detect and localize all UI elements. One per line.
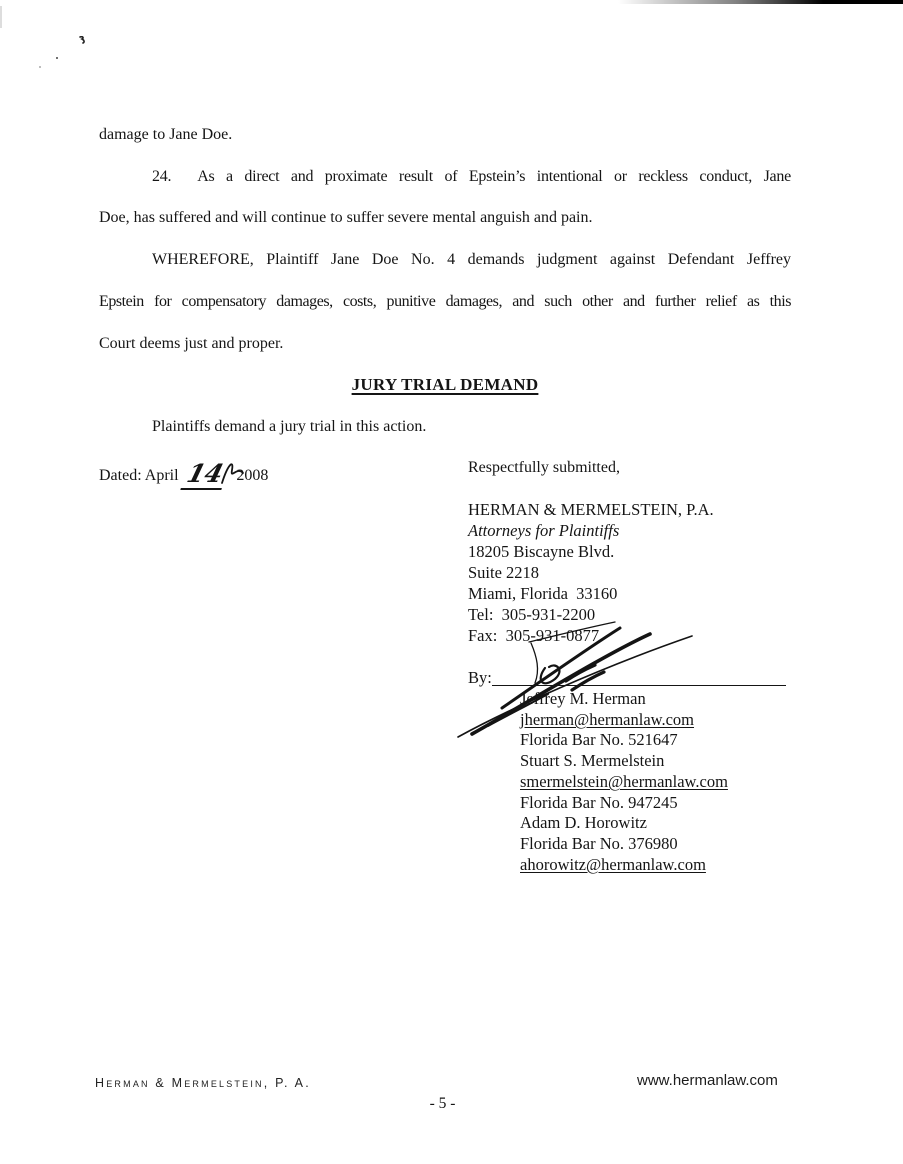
firm-address-3: Miami, Florida 33160 [468,584,618,603]
handwritten-date: 14 [180,463,228,490]
attorney-email: ahorowitz@hermanlaw.com [520,854,706,874]
scan-speck [56,57,58,59]
wherefore-line-3: Court deems just and proper. [99,334,284,352]
firm-fax: Fax: 305-931-0877 [468,626,600,645]
scan-speck [79,36,86,44]
firm-address-2: Suite 2218 [468,563,540,582]
firm-name: HERMAN & MERMELSTEIN, P.A. [468,500,714,519]
attorney-name: Stuart S. Mermelstein [520,751,665,771]
jury-demand-line: Plaintiffs demand a jury trial in this action. [152,417,427,435]
attorney-email: smermelstein@hermanlaw.com [520,771,728,791]
firm-role: Attorneys for Plaintiffs [468,521,620,540]
attorney-bar-number: Florida Bar No. 521647 [520,730,678,750]
wherefore-line-1: WHEREFORE, Plaintiff Jane Doe No. 4 demands judgment against Defendant Jeffrey [152,251,791,269]
by-label: By: [468,668,492,687]
scan-artifact-top-edge [618,0,903,4]
respectfully-submitted-line: Respectfully submitted, [468,459,620,476]
firm-address-1: 18205 Biscayne Blvd. [468,542,615,561]
page-number: - 5 - [429,1095,456,1112]
attorney-name: Jeffrey M. Herman [520,689,646,708]
wherefore-line-2: Epstein for compensatory damages, costs, punitive damages, and such other and further relief as this [99,292,791,310]
scan-speck [39,66,41,68]
attorney-email: jherman@hermanlaw.com [520,709,695,729]
scan-artifact-left-edge [0,6,2,28]
jury-trial-demand-heading: JURY TRIAL DEMAND [351,375,539,395]
attorney-bar-number: Florida Bar No. 947245 [520,792,678,812]
paragraph-number: 24. [152,167,172,185]
attorney-bar-number: Florida Bar No. 376980 [520,833,678,853]
opening-line: damage to Jane Doe. [99,126,233,143]
document-body [99,114,791,448]
para-24-line-1: 24. As a direct and proximate result of Epstein’s intentional or reckless conduct, Jane [152,167,791,185]
firm-telephone: Tel: 305-931-2200 [468,605,596,624]
dated-row [99,456,791,488]
attorney-name: Adam D. Horowitz [520,813,647,833]
footer-firm-name: Herman & Mermelstein, P. A. [95,1076,311,1090]
para-24-line-2: Doe, has suffered and will continue to suffer severe mental anguish and pain. [99,209,593,227]
attorney-block [520,689,728,875]
footer-website: www.hermanlaw.com [637,1072,778,1089]
dated-line: Dated: April 14 2008 [99,467,268,484]
